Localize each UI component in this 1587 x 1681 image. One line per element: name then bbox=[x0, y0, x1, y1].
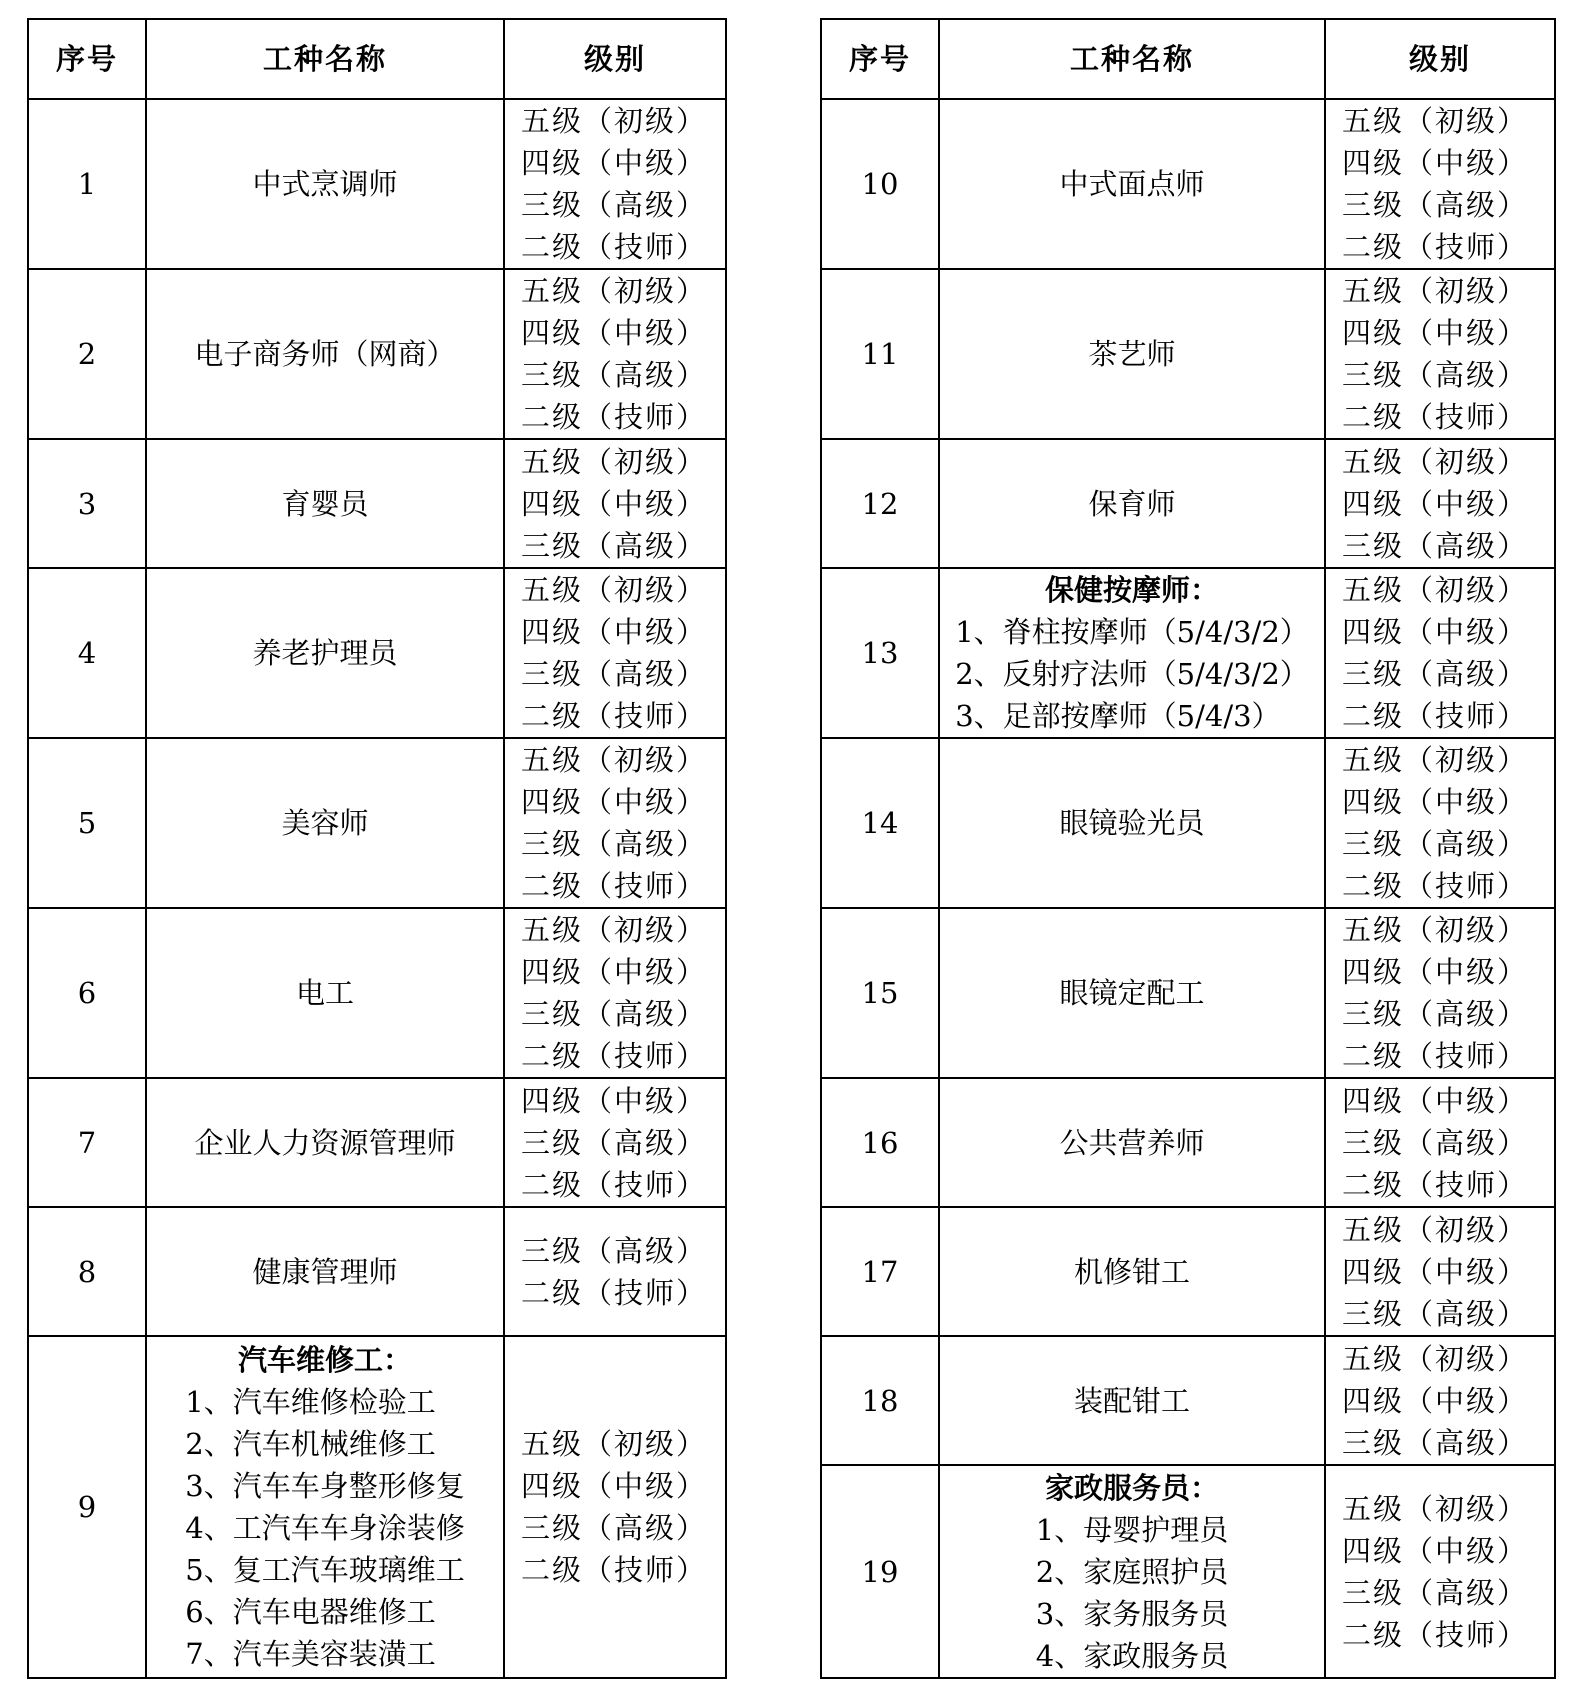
occupation-subitem: 1、脊柱按摩师（5/4/3/2） bbox=[955, 615, 1309, 649]
table-row bbox=[821, 269, 1555, 439]
table-row bbox=[821, 1336, 1555, 1465]
occupation-name: 美容师 bbox=[146, 738, 504, 908]
level-list bbox=[504, 99, 726, 269]
level-list bbox=[504, 439, 726, 568]
row-number: 19 bbox=[821, 1465, 939, 1678]
level-item: 三级（高级） bbox=[1342, 1125, 1529, 1160]
level-item: 五级（初级） bbox=[521, 743, 708, 777]
occupation-subitem: 5、复工汽车玻璃维工 bbox=[185, 1553, 465, 1587]
table-row bbox=[821, 1465, 1555, 1678]
level-list bbox=[1325, 1207, 1555, 1336]
occupation-group-title: 汽车维修工： bbox=[237, 1343, 412, 1377]
level-item: 五级（初级） bbox=[521, 444, 708, 479]
row-number: 6 bbox=[28, 908, 146, 1078]
level-item: 三级（高级） bbox=[1342, 358, 1529, 392]
occupation-name: 企业人力资源管理师 bbox=[146, 1078, 504, 1207]
level-item: 二级（技师） bbox=[521, 230, 708, 264]
row-number: 8 bbox=[28, 1207, 146, 1336]
level-item: 五级（初级） bbox=[1342, 743, 1529, 777]
header-row bbox=[821, 19, 1555, 99]
level-item: 三级（高级） bbox=[521, 997, 708, 1031]
level-item: 二级（技师） bbox=[1342, 1167, 1529, 1202]
level-item: 二级（技师） bbox=[521, 400, 708, 434]
row-number: 10 bbox=[821, 99, 939, 269]
occupation-name: 公共营养师 bbox=[939, 1078, 1325, 1207]
level-item: 四级（中级） bbox=[1342, 486, 1529, 521]
level-item: 三级（高级） bbox=[1342, 827, 1529, 861]
row-number: 1 bbox=[28, 99, 146, 269]
occupation-name: 育婴员 bbox=[146, 439, 504, 568]
level-list bbox=[1325, 568, 1555, 738]
level-item: 二级（技师） bbox=[1342, 1617, 1529, 1652]
row-number: 5 bbox=[28, 738, 146, 908]
level-item: 三级（高级） bbox=[521, 528, 708, 563]
row-number: 11 bbox=[821, 269, 939, 439]
level-item: 三级（高级） bbox=[1342, 1575, 1529, 1610]
level-item: 二级（技师） bbox=[1342, 869, 1529, 903]
occupation-name: 装配钳工 bbox=[939, 1336, 1325, 1465]
level-item: 二级（技师） bbox=[521, 1275, 708, 1310]
occupation-table-left bbox=[27, 18, 727, 1679]
level-item: 二级（技师） bbox=[521, 1039, 708, 1073]
row-number: 2 bbox=[28, 269, 146, 439]
level-item: 五级（初级） bbox=[1342, 104, 1529, 138]
level-list bbox=[504, 738, 726, 908]
occupation-subitem: 7、汽车美容装潢工 bbox=[185, 1637, 436, 1671]
occupation-subitem: 6、汽车电器维修工 bbox=[185, 1595, 436, 1629]
table-row bbox=[28, 908, 726, 1078]
header-level: 级别 bbox=[1325, 19, 1555, 99]
table-row bbox=[821, 439, 1555, 568]
table-row bbox=[821, 1078, 1555, 1207]
level-item: 三级（高级） bbox=[521, 827, 708, 861]
level-item: 三级（高级） bbox=[521, 358, 708, 392]
occupation-subitem: 1、母婴护理员 bbox=[1035, 1512, 1229, 1547]
level-list bbox=[504, 568, 726, 738]
row-number: 15 bbox=[821, 908, 939, 1078]
level-item: 四级（中级） bbox=[1342, 316, 1529, 350]
level-list bbox=[504, 1207, 726, 1336]
level-item: 四级（中级） bbox=[1342, 146, 1529, 180]
occupation-subitems bbox=[955, 611, 1309, 737]
level-item: 五级（初级） bbox=[521, 274, 708, 308]
level-list bbox=[1325, 1078, 1555, 1207]
level-item: 五级（初级） bbox=[1342, 274, 1529, 308]
level-list bbox=[1325, 738, 1555, 908]
level-item: 五级（初级） bbox=[521, 104, 708, 138]
level-item: 五级（初级） bbox=[521, 913, 708, 947]
level-item: 五级（初级） bbox=[1342, 444, 1529, 479]
level-item: 三级（高级） bbox=[521, 1511, 708, 1545]
header-level: 级别 bbox=[504, 19, 726, 99]
level-item: 二级（技师） bbox=[521, 1553, 708, 1587]
table-row bbox=[28, 1207, 726, 1336]
level-item: 四级（中级） bbox=[521, 316, 708, 350]
level-item: 五级（初级） bbox=[1342, 1491, 1529, 1526]
occupation-name: 茶艺师 bbox=[939, 269, 1325, 439]
table-row bbox=[28, 1078, 726, 1207]
table-row bbox=[821, 1207, 1555, 1336]
level-item: 二级（技师） bbox=[1342, 699, 1529, 733]
occupation-group-title: 保健按摩师： bbox=[1044, 573, 1219, 607]
level-item: 三级（高级） bbox=[1342, 188, 1529, 222]
table-row bbox=[28, 99, 726, 269]
level-list bbox=[1325, 1336, 1555, 1465]
occupation-subitem: 3、汽车车身整形修复 bbox=[185, 1469, 465, 1503]
table-row bbox=[28, 269, 726, 439]
level-item: 四级（中级） bbox=[521, 615, 708, 649]
row-number: 3 bbox=[28, 439, 146, 568]
header-index: 序号 bbox=[28, 19, 146, 99]
level-item: 五级（初级） bbox=[521, 1427, 708, 1461]
level-item: 四级（中级） bbox=[521, 1083, 708, 1118]
row-number: 17 bbox=[821, 1207, 939, 1336]
level-list bbox=[1325, 439, 1555, 568]
level-item: 三级（高级） bbox=[1342, 528, 1529, 563]
header-name: 工种名称 bbox=[146, 19, 504, 99]
occupation-subitem: 2、反射疗法师（5/4/3/2） bbox=[955, 657, 1309, 691]
table-row bbox=[821, 908, 1555, 1078]
occupation-name: 保育师 bbox=[939, 439, 1325, 568]
level-list bbox=[504, 269, 726, 439]
level-item: 四级（中级） bbox=[1342, 1254, 1529, 1289]
level-list bbox=[504, 1078, 726, 1207]
level-list bbox=[1325, 99, 1555, 269]
level-list bbox=[1325, 269, 1555, 439]
level-item: 四级（中级） bbox=[521, 1469, 708, 1503]
occupation-name bbox=[939, 568, 1325, 738]
row-number: 14 bbox=[821, 738, 939, 908]
level-list bbox=[504, 908, 726, 1078]
occupation-name: 电工 bbox=[146, 908, 504, 1078]
occupation-name: 健康管理师 bbox=[146, 1207, 504, 1336]
level-item: 四级（中级） bbox=[521, 785, 708, 819]
level-item: 二级（技师） bbox=[1342, 400, 1529, 434]
level-item: 四级（中级） bbox=[1342, 785, 1529, 819]
level-item: 四级（中级） bbox=[1342, 955, 1529, 989]
occupation-name: 中式面点师 bbox=[939, 99, 1325, 269]
level-item: 三级（高级） bbox=[1342, 1425, 1529, 1460]
level-item: 三级（高级） bbox=[1342, 1296, 1529, 1331]
level-item: 四级（中级） bbox=[1342, 1083, 1529, 1118]
level-item: 二级（技师） bbox=[521, 869, 708, 903]
level-item: 三级（高级） bbox=[1342, 997, 1529, 1031]
table-row bbox=[28, 738, 726, 908]
level-item: 二级（技师） bbox=[1342, 1039, 1529, 1073]
level-item: 五级（初级） bbox=[1342, 1341, 1529, 1376]
level-item: 四级（中级） bbox=[1342, 615, 1529, 649]
occupation-table-right bbox=[820, 18, 1556, 1679]
table-row bbox=[28, 568, 726, 738]
occupation-name bbox=[939, 1465, 1325, 1678]
row-number: 7 bbox=[28, 1078, 146, 1207]
level-item: 三级（高级） bbox=[521, 1233, 708, 1268]
header-name: 工种名称 bbox=[939, 19, 1325, 99]
level-item: 三级（高级） bbox=[521, 657, 708, 691]
level-list bbox=[1325, 1465, 1555, 1678]
occupation-subitem: 2、汽车机械维修工 bbox=[185, 1427, 436, 1461]
level-item: 四级（中级） bbox=[521, 955, 708, 989]
level-item: 三级（高级） bbox=[521, 188, 708, 222]
level-item: 五级（初级） bbox=[521, 573, 708, 607]
level-item: 二级（技师） bbox=[1342, 230, 1529, 264]
level-item: 四级（中级） bbox=[1342, 1383, 1529, 1418]
row-number: 16 bbox=[821, 1078, 939, 1207]
table-row bbox=[28, 439, 726, 568]
occupation-name: 眼镜定配工 bbox=[939, 908, 1325, 1078]
occupation-subitem: 4、工汽车车身涂装修 bbox=[185, 1511, 465, 1545]
level-item: 四级（中级） bbox=[1342, 1533, 1529, 1568]
level-item: 三级（高级） bbox=[521, 1125, 708, 1160]
level-item: 二级（技师） bbox=[521, 1167, 708, 1202]
level-item: 五级（初级） bbox=[1342, 573, 1529, 607]
occupation-name: 中式烹调师 bbox=[146, 99, 504, 269]
level-item: 五级（初级） bbox=[1342, 1212, 1529, 1247]
header-row bbox=[28, 19, 726, 99]
row-number: 9 bbox=[28, 1336, 146, 1678]
occupation-name: 养老护理员 bbox=[146, 568, 504, 738]
table-row bbox=[821, 738, 1555, 908]
occupation-subitem: 3、足部按摩师（5/4/3） bbox=[955, 699, 1281, 733]
table-row bbox=[821, 99, 1555, 269]
occupation-subitem: 1、汽车维修检验工 bbox=[185, 1385, 436, 1419]
occupation-subitems bbox=[185, 1381, 464, 1675]
occupation-subitem: 4、家政服务员 bbox=[1035, 1638, 1229, 1673]
level-item: 四级（中级） bbox=[521, 146, 708, 180]
occupation-subitems bbox=[1036, 1509, 1228, 1677]
row-number: 12 bbox=[821, 439, 939, 568]
occupation-name: 眼镜验光员 bbox=[939, 738, 1325, 908]
row-number: 13 bbox=[821, 568, 939, 738]
occupation-subitem: 2、家庭照护员 bbox=[1035, 1554, 1229, 1589]
occupation-subitem: 3、家务服务员 bbox=[1035, 1596, 1229, 1631]
level-item: 三级（高级） bbox=[1342, 657, 1529, 691]
occupation-name: 机修钳工 bbox=[939, 1207, 1325, 1336]
table-row bbox=[821, 568, 1555, 738]
occupation-name bbox=[146, 1336, 504, 1678]
level-item: 二级（技师） bbox=[521, 699, 708, 733]
table-row bbox=[28, 1336, 726, 1678]
row-number: 18 bbox=[821, 1336, 939, 1465]
level-item: 四级（中级） bbox=[521, 486, 708, 521]
occupation-group-title: 家政服务员： bbox=[1044, 1470, 1219, 1505]
row-number: 4 bbox=[28, 568, 146, 738]
level-item: 五级（初级） bbox=[1342, 913, 1529, 947]
level-list bbox=[1325, 908, 1555, 1078]
level-list bbox=[504, 1336, 726, 1678]
occupation-name: 电子商务师（网商） bbox=[146, 269, 504, 439]
header-index: 序号 bbox=[821, 19, 939, 99]
